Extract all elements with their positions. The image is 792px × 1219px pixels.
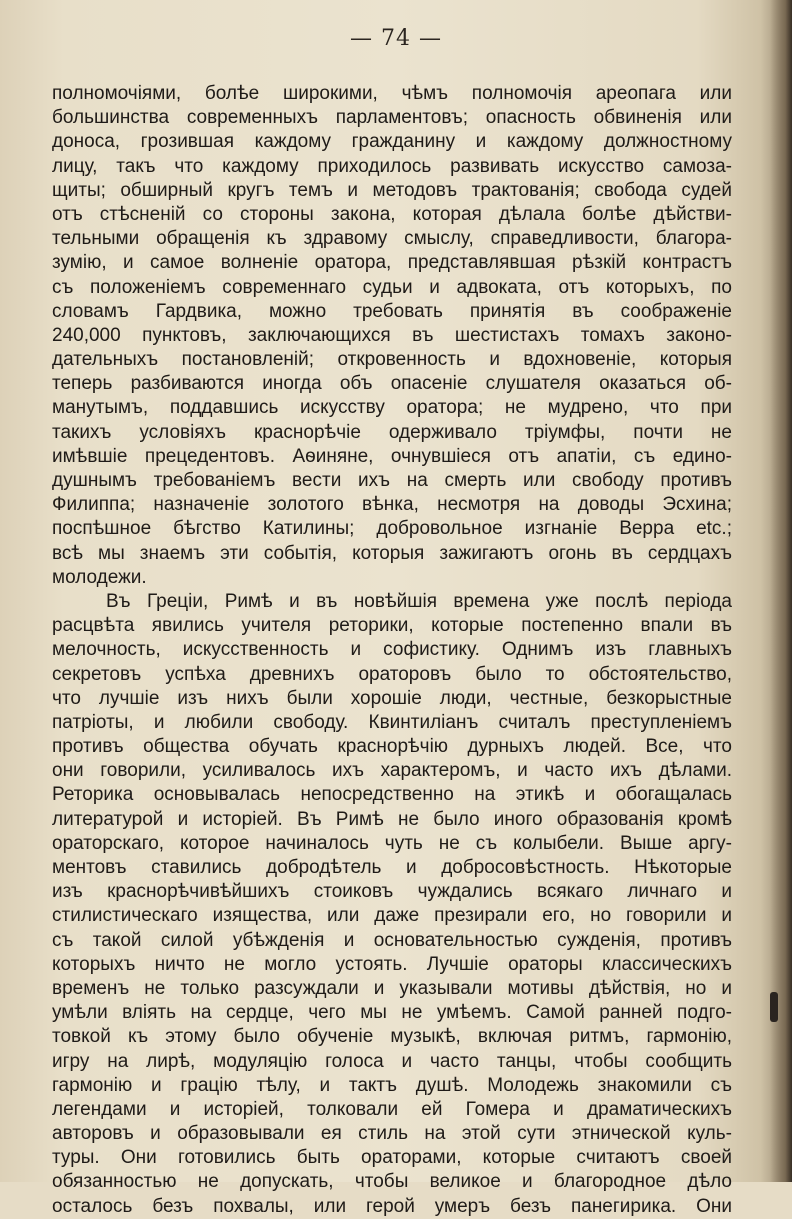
text-line: игру на лирѣ, модуляцію голоса и часто танцы, чтобы сообщить	[52, 1050, 732, 1072]
text-line: Филиппа; назначеніе золотого вѣнка, несмотря на доводы Эсхина;	[52, 494, 732, 516]
text-line: осталось безъ похвалы, или герой умеръ безъ панегирика. Они	[52, 1195, 732, 1217]
text-line: стилистическаго изящества, или даже презирали его, но говорили и	[52, 905, 732, 927]
text-line: имѣвшіе прецедентовъ. Аѳиняне, очнувшіеся отъ апатіи, съ едино-	[52, 445, 732, 467]
text-line: товкой къ этому было обученіе музыкѣ, включая ритмъ, гармонію,	[52, 1026, 732, 1048]
text-line: противъ общества обучать краснорѣчію дурныхъ людей. Все, что	[52, 736, 732, 758]
text-line: изъ краснорѣчивѣйшихъ стоиковъ чуждались всякаго личнаго и	[52, 881, 732, 903]
text-line: обязанностью не допускать, чтобы великое и благородное дѣло	[52, 1171, 732, 1193]
text-line: словамъ Гардвика, можно требовать принятія въ соображеніе	[52, 300, 732, 322]
page-edge-mark	[770, 992, 778, 1022]
text-line: такихъ условіяхъ краснорѣчіе одерживало тріумфы, почти не	[52, 421, 732, 443]
text-line: тельными обращенія къ здравому смыслу, справедливости, благора-	[52, 228, 732, 250]
text-line: ментовъ ставились добродѣтель и добросовѣстность. Нѣкоторые	[52, 857, 732, 878]
text-line: секретовъ успѣха древнихъ ораторовъ было то обстоятельство,	[52, 663, 732, 685]
text-line: ораторскаго, которое начиналось чуть не съ колыбели. Выше аргу-	[52, 832, 732, 854]
text-line: съ положеніемъ современнаго судьи и адвоката, отъ которыхъ, по	[52, 276, 732, 298]
text-line: Реторика основывалась непосредственно на этикѣ и обогащалась	[52, 784, 732, 806]
text-line: литературой и исторіей. Въ Римѣ не было иного образованія кромѣ	[52, 808, 732, 830]
text-line: отъ стѣсненій со стороны закона, которая дѣлала болѣе дѣйстви-	[52, 203, 732, 225]
text-line: щиты; обширный кругъ темъ и методовъ трактованія; свобода судей	[52, 179, 732, 201]
text-line: доноса, грозившая каждому гражданину и каждому должностному	[52, 131, 732, 153]
text-line: мелочность, искусственность и софистику. Однимъ изъ главныхъ	[52, 639, 732, 661]
page-number: — 74 —	[350, 26, 442, 51]
text-line: умѣли влiять на сердце, чего мы не умѣемъ. Самой ранней подго-	[52, 1002, 732, 1024]
body-text	[52, 82, 732, 1219]
text-line: гармонію и грацію тѣлу, и тактъ душѣ. Молодежь знакомили съ	[52, 1074, 732, 1096]
text-line: они говорили, усиливалось ихъ характеромъ, и часто ихъ дѣлами.	[52, 760, 732, 782]
text-line: дательныхъ постановленій; откровенность и вдохновеніе, которыя	[52, 349, 732, 371]
text-line: Въ Греціи, Римѣ и въ новѣйшія времена уже послѣ періода	[106, 590, 732, 612]
text-line: временъ не только разсуждали и указывали мотивы дѣйствія, но и	[52, 977, 732, 999]
text-line: патріоты, и любили свободу. Квинтиліанъ считалъ преступленіемъ	[52, 711, 732, 733]
text-line: расцвѣта явились учителя реторики, которые постепенно впали въ	[52, 615, 732, 637]
text-line: поспѣшное бѣгство Катилины; добровольное изгнаніе Верра etc.;	[52, 518, 732, 540]
text-line: туры. Они готовились быть ораторами, которые считаютъ своей	[52, 1147, 732, 1169]
text-line: съ такой силой убѣжденія и основательностью сужденія, противъ	[52, 929, 732, 951]
text-line: зумію, и самое волненіе оратора, представлявшая рѣзкій контрастъ	[52, 252, 732, 274]
text-line: молодежи.	[52, 566, 147, 588]
text-line: лицу, такъ что каждому приходилось развивать искусство самоза-	[52, 155, 732, 177]
text-line: всѣ мы знаемъ эти событія, которыя зажигаютъ огонь въ сердцахъ	[52, 542, 732, 564]
text-line: теперь разбиваются иногда объ опасеніе слушателя оказаться об-	[52, 373, 732, 395]
text-line: манутымъ, поддавшись искусству оратора; не мудрено, что при	[52, 397, 732, 419]
paragraph	[52, 82, 732, 590]
paragraph	[52, 590, 732, 1219]
text-line: полномочіями, болѣе широкими, чѣмъ полномочія ареопага или	[52, 83, 732, 104]
text-line: большинства современныхъ парламентовъ; опасность обвиненія или	[52, 107, 732, 129]
text-line: легендами и исторіей, толковали ей Гомера и драматическихъ	[52, 1098, 732, 1120]
text-line: 240,000 пунктовъ, заключающихся въ шестистахъ томахъ законо-	[52, 324, 732, 346]
text-line: душнымъ требованіемъ вести ихъ на смерть или свободу противъ	[52, 470, 732, 491]
text-line: что лучшіе изъ нихъ были хорошіе люди, честные, безкорыстные	[52, 687, 732, 709]
text-line: которыхъ ничто не могло устоять. Лучшіе ораторы классическихъ	[52, 953, 732, 975]
text-line: авторовъ и образовывали ея стиль на этой сути этнической куль-	[52, 1123, 732, 1145]
